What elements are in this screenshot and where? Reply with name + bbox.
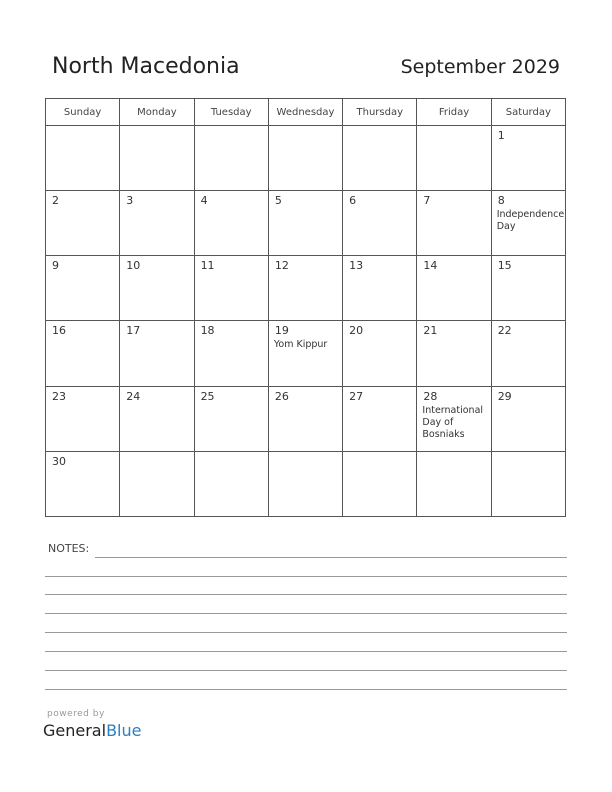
day-cell: [491, 256, 565, 321]
note-line: [95, 557, 567, 558]
day-number: 30: [52, 454, 66, 468]
day-number: 24: [126, 389, 141, 403]
day-number: 7: [423, 194, 431, 208]
note-line: [45, 689, 567, 690]
day-number: [120, 126, 193, 129]
week-row: [46, 321, 566, 386]
day-cell: [268, 451, 342, 516]
calendar-grid: [45, 98, 566, 517]
day-number: 18: [200, 324, 215, 338]
note-line: [45, 651, 567, 652]
day-number: [269, 126, 342, 129]
day-cell: [194, 256, 268, 321]
day-cell: [120, 386, 194, 451]
weekday-header-row: [46, 99, 566, 126]
day-number: 13: [349, 259, 364, 273]
weekday-friday: Friday: [417, 99, 491, 126]
day-cell: [491, 321, 565, 386]
day-number: 25: [200, 389, 215, 403]
day-number: 12: [274, 259, 289, 273]
day-number: [343, 452, 416, 455]
day-number: 2: [52, 194, 59, 208]
day-number: 17: [126, 324, 141, 338]
day-cell: [417, 126, 491, 191]
week-row: [46, 386, 566, 451]
day-cell: [46, 321, 120, 386]
day-cell: [417, 191, 491, 256]
day-number: 28: [423, 389, 438, 403]
day-number: [195, 452, 268, 455]
day-number: 23: [52, 389, 66, 403]
day-cell: [268, 386, 342, 451]
week-row: [46, 126, 566, 191]
holiday-event: Independence Day: [496, 209, 565, 233]
day-cell: [343, 126, 417, 191]
powered-by-text: powered by: [47, 709, 105, 719]
day-number: 9: [52, 259, 59, 273]
note-line: [45, 670, 567, 671]
day-number: 19: [274, 324, 289, 338]
day-number: 4: [200, 194, 208, 208]
day-number: 16: [52, 324, 66, 338]
weekday-thursday: Thursday: [343, 99, 417, 126]
day-cell: [343, 451, 417, 516]
day-cell: [120, 451, 194, 516]
day-number: 8: [497, 194, 505, 208]
day-cell: [417, 451, 491, 516]
week-row: [46, 191, 566, 256]
holiday-event: International Day of Bosniaks: [422, 404, 484, 440]
day-cell: [343, 256, 417, 321]
day-number: 5: [274, 194, 282, 208]
day-cell: [46, 451, 120, 516]
day-cell: [46, 256, 120, 321]
day-number: [195, 126, 268, 129]
day-cell: [417, 386, 491, 451]
day-number: 6: [349, 194, 357, 208]
day-cell: [120, 321, 194, 386]
note-line: [45, 576, 567, 577]
day-number: 15: [497, 259, 512, 273]
day-cell: [194, 451, 268, 516]
day-cell: [268, 126, 342, 191]
day-number: 14: [423, 259, 438, 273]
day-number: 1: [497, 129, 505, 142]
day-cell: [46, 126, 120, 191]
day-number: 29: [497, 389, 512, 403]
month-year-title: September 2029: [400, 56, 560, 78]
day-number: 21: [423, 324, 438, 338]
day-cell: [46, 191, 120, 256]
day-cell: [343, 321, 417, 386]
brand-general: General: [43, 721, 107, 740]
day-cell: [343, 386, 417, 451]
week-row: [46, 451, 566, 516]
weekday-monday: Monday: [120, 99, 194, 126]
day-number: [120, 452, 193, 455]
day-cell: [194, 321, 268, 386]
day-number: 27: [349, 389, 364, 403]
day-number: [492, 452, 565, 455]
day-cell: [194, 386, 268, 451]
day-number: 20: [349, 324, 364, 338]
week-row: [46, 256, 566, 321]
day-number: [343, 126, 416, 129]
day-cell: [194, 191, 268, 256]
day-cell: [46, 386, 120, 451]
day-number: [46, 126, 119, 129]
day-number: [269, 452, 342, 455]
note-line: [45, 632, 567, 633]
day-cell: [120, 191, 194, 256]
day-cell: [491, 191, 565, 256]
holiday-event: Yom Kippur: [273, 339, 328, 351]
day-number: 3: [126, 194, 134, 208]
day-cell: [343, 191, 417, 256]
day-cell: [491, 451, 565, 516]
day-number: 22: [497, 324, 512, 338]
note-line: [45, 594, 567, 595]
note-line: [45, 613, 567, 614]
weekday-wednesday: Wednesday: [268, 99, 342, 126]
country-title: North Macedonia: [52, 54, 240, 79]
day-cell: [417, 256, 491, 321]
day-cell: [268, 191, 342, 256]
day-number: 26: [274, 389, 289, 403]
brand-blue: Blue: [106, 721, 142, 740]
day-cell: [194, 126, 268, 191]
day-cell: [268, 256, 342, 321]
day-number: [417, 126, 490, 129]
day-cell: [120, 256, 194, 321]
brand-logo[interactable]: [43, 721, 141, 740]
weekday-saturday: Saturday: [491, 99, 565, 126]
weekday-sunday: Sunday: [46, 99, 120, 126]
notes-label: NOTES:: [48, 542, 90, 555]
day-number: [417, 452, 490, 455]
day-cell: [268, 321, 342, 386]
day-number: 10: [126, 259, 141, 273]
weekday-tuesday: Tuesday: [194, 99, 268, 126]
day-cell: [120, 126, 194, 191]
day-number: 11: [200, 259, 215, 273]
day-cell: [491, 126, 565, 191]
day-cell: [417, 321, 491, 386]
day-cell: [491, 386, 565, 451]
